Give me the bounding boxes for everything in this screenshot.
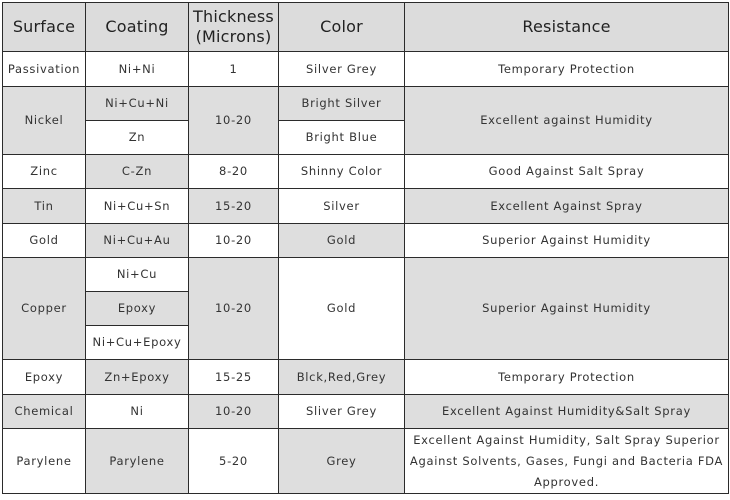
header-thickness [189,3,279,52]
thickness-cell: 10-20 [189,395,279,429]
coating-cell: Parylene [86,429,189,494]
coating-cell: Epoxy [86,292,189,326]
thickness-cell: 8-20 [189,155,279,189]
resistance-cell [405,429,729,494]
coating-cell: Ni [86,395,189,429]
coating-cell: Zn+Epoxy [86,360,189,395]
resistance-cell: Temporary Protection [405,360,729,395]
color-cell: Sliver Grey [279,395,405,429]
header-thickness-line2: (Microns) [195,27,272,46]
table-row [3,189,729,224]
table-row [3,258,729,292]
surface-cell: Parylene [3,429,86,494]
coating-cell: Zn [86,121,189,155]
surface-cell: Tin [3,189,86,224]
resistance-cell: Excellent Against Spray [405,189,729,224]
surface-cell: Nickel [3,87,86,155]
color-cell: Bright Blue [279,121,405,155]
resistance-cell: Excellent against Humidity [405,87,729,155]
resistance-cell: Excellent Against Humidity&Salt Spray [405,395,729,429]
table-row [3,52,729,87]
coating-table-container [2,2,729,494]
color-cell: Shinny Color [279,155,405,189]
color-cell: Silver Grey [279,52,405,87]
surface-cell: Zinc [3,155,86,189]
color-cell: Silver [279,189,405,224]
resistance-line: Excellent Against Humidity, Salt Spray Superior [413,432,720,447]
thickness-cell: 10-20 [189,258,279,360]
color-cell: Gold [279,258,405,360]
resistance-cell: Superior Against Humidity [405,258,729,360]
resistance-line: Approved. [533,474,600,489]
table-row [3,224,729,258]
coating-cell: C-Zn [86,155,189,189]
color-cell: Blck,Red,Grey [279,360,405,395]
coating-cell: Ni+Cu+Ni [86,87,189,121]
color-cell: Grey [279,429,405,494]
coating-cell: Ni+Cu+Au [86,224,189,258]
table-row [3,395,729,429]
resistance-cell: Superior Against Humidity [405,224,729,258]
thickness-cell: 15-25 [189,360,279,395]
thickness-cell: 15-20 [189,189,279,224]
header-surface: Surface [3,3,86,52]
thickness-cell: 1 [189,52,279,87]
thickness-cell: 10-20 [189,224,279,258]
resistance-cell: Good Against Salt Spray [405,155,729,189]
surface-cell: Copper [3,258,86,360]
header-row [3,3,729,52]
header-thickness-line1: Thickness [193,7,274,26]
resistance-cell: Temporary Protection [405,52,729,87]
header-resistance: Resistance [405,3,729,52]
surface-cell: Epoxy [3,360,86,395]
coating-cell: Ni+Cu+Sn [86,189,189,224]
color-cell: Bright Silver [279,87,405,121]
coating-table [2,2,729,494]
surface-cell: Passivation [3,52,86,87]
header-coating: Coating [86,3,189,52]
surface-cell: Chemical [3,395,86,429]
coating-cell: Ni+Ni [86,52,189,87]
thickness-cell: 5-20 [189,429,279,494]
table-row [3,360,729,395]
table-row [3,87,729,121]
coating-cell: Ni+Cu [86,258,189,292]
coating-cell: Ni+Cu+Epoxy [86,326,189,360]
resistance-line: Against Solvents, Gases, Fungi and Bacteria FDA [409,453,724,468]
color-cell: Gold [279,224,405,258]
thickness-cell: 10-20 [189,87,279,155]
header-color: Color [279,3,405,52]
surface-cell: Gold [3,224,86,258]
table-row [3,155,729,189]
table-row [3,429,729,494]
